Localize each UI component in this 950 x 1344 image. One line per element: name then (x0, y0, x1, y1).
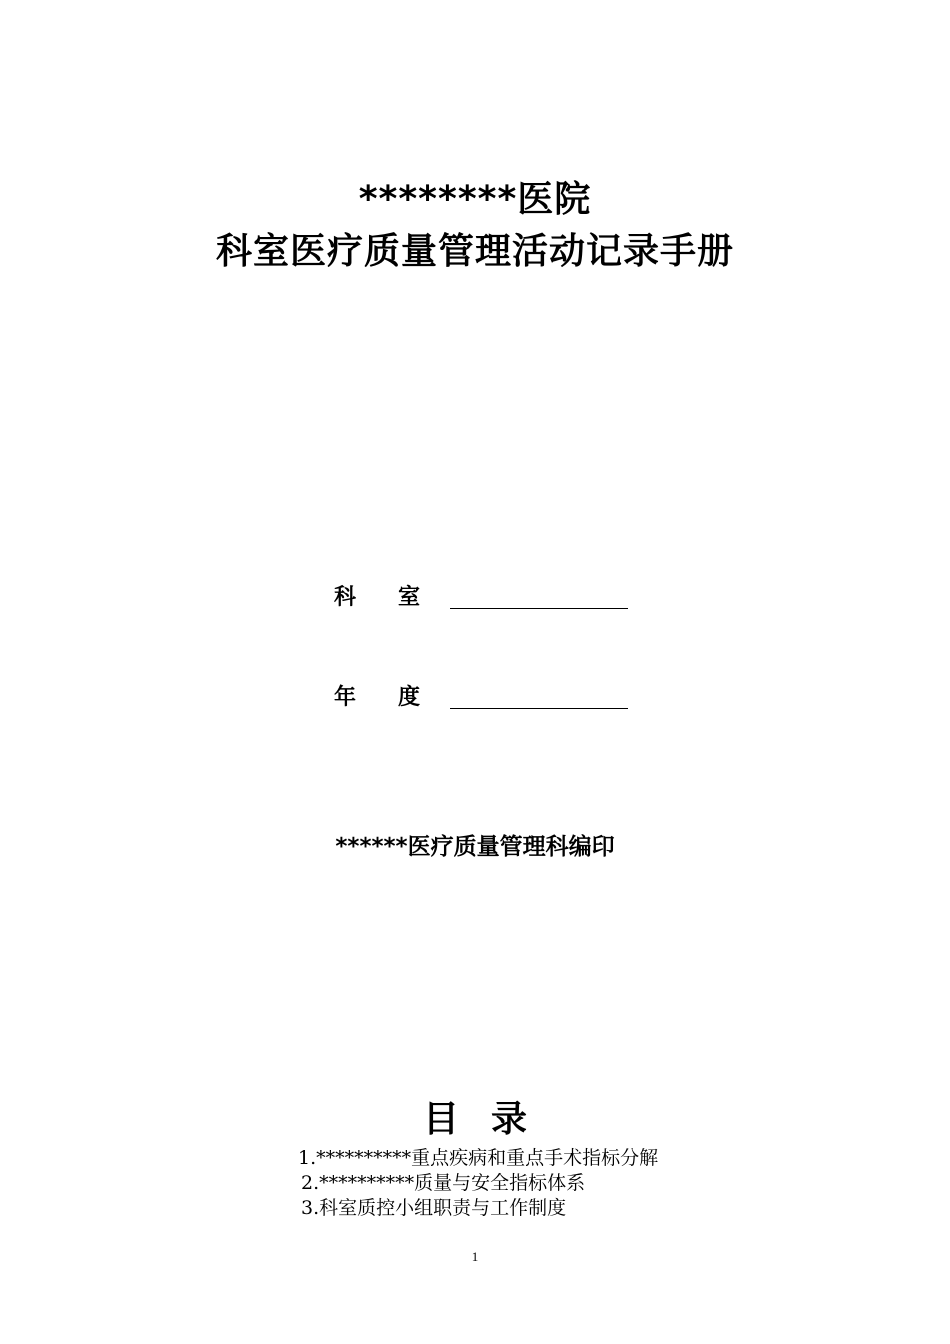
department-blank-line (450, 608, 628, 609)
department-label-char-2: 室 (398, 585, 421, 610)
toc-heading-char-2: 录 (491, 1099, 528, 1140)
toc-heading-char-1: 目 (422, 1099, 459, 1140)
department-label-char-1: 科 (334, 585, 357, 610)
toc-item: 2.**********质量与安全指标体系 (301, 1172, 586, 1194)
toc-item: 3.科室质控小组职责与工作制度 (301, 1197, 567, 1219)
toc-heading (0, 1098, 950, 1142)
year-label-char-2: 度 (398, 685, 421, 710)
toc-list (298, 1146, 658, 1221)
year-field (334, 684, 450, 712)
year-blank-line (450, 708, 628, 709)
department-field (334, 584, 450, 612)
publisher-line: ******医疗质量管理科编印 (335, 834, 615, 860)
document-title-hospital: ********医院 (358, 179, 592, 220)
toc-item: 1.**********重点疾病和重点手术指标分解 (298, 1147, 659, 1169)
document-title-main: 科室医疗质量管理活动记录手册 (215, 231, 734, 272)
page-number: 1 (471, 1249, 479, 1264)
year-label-char-1: 年 (334, 685, 357, 710)
